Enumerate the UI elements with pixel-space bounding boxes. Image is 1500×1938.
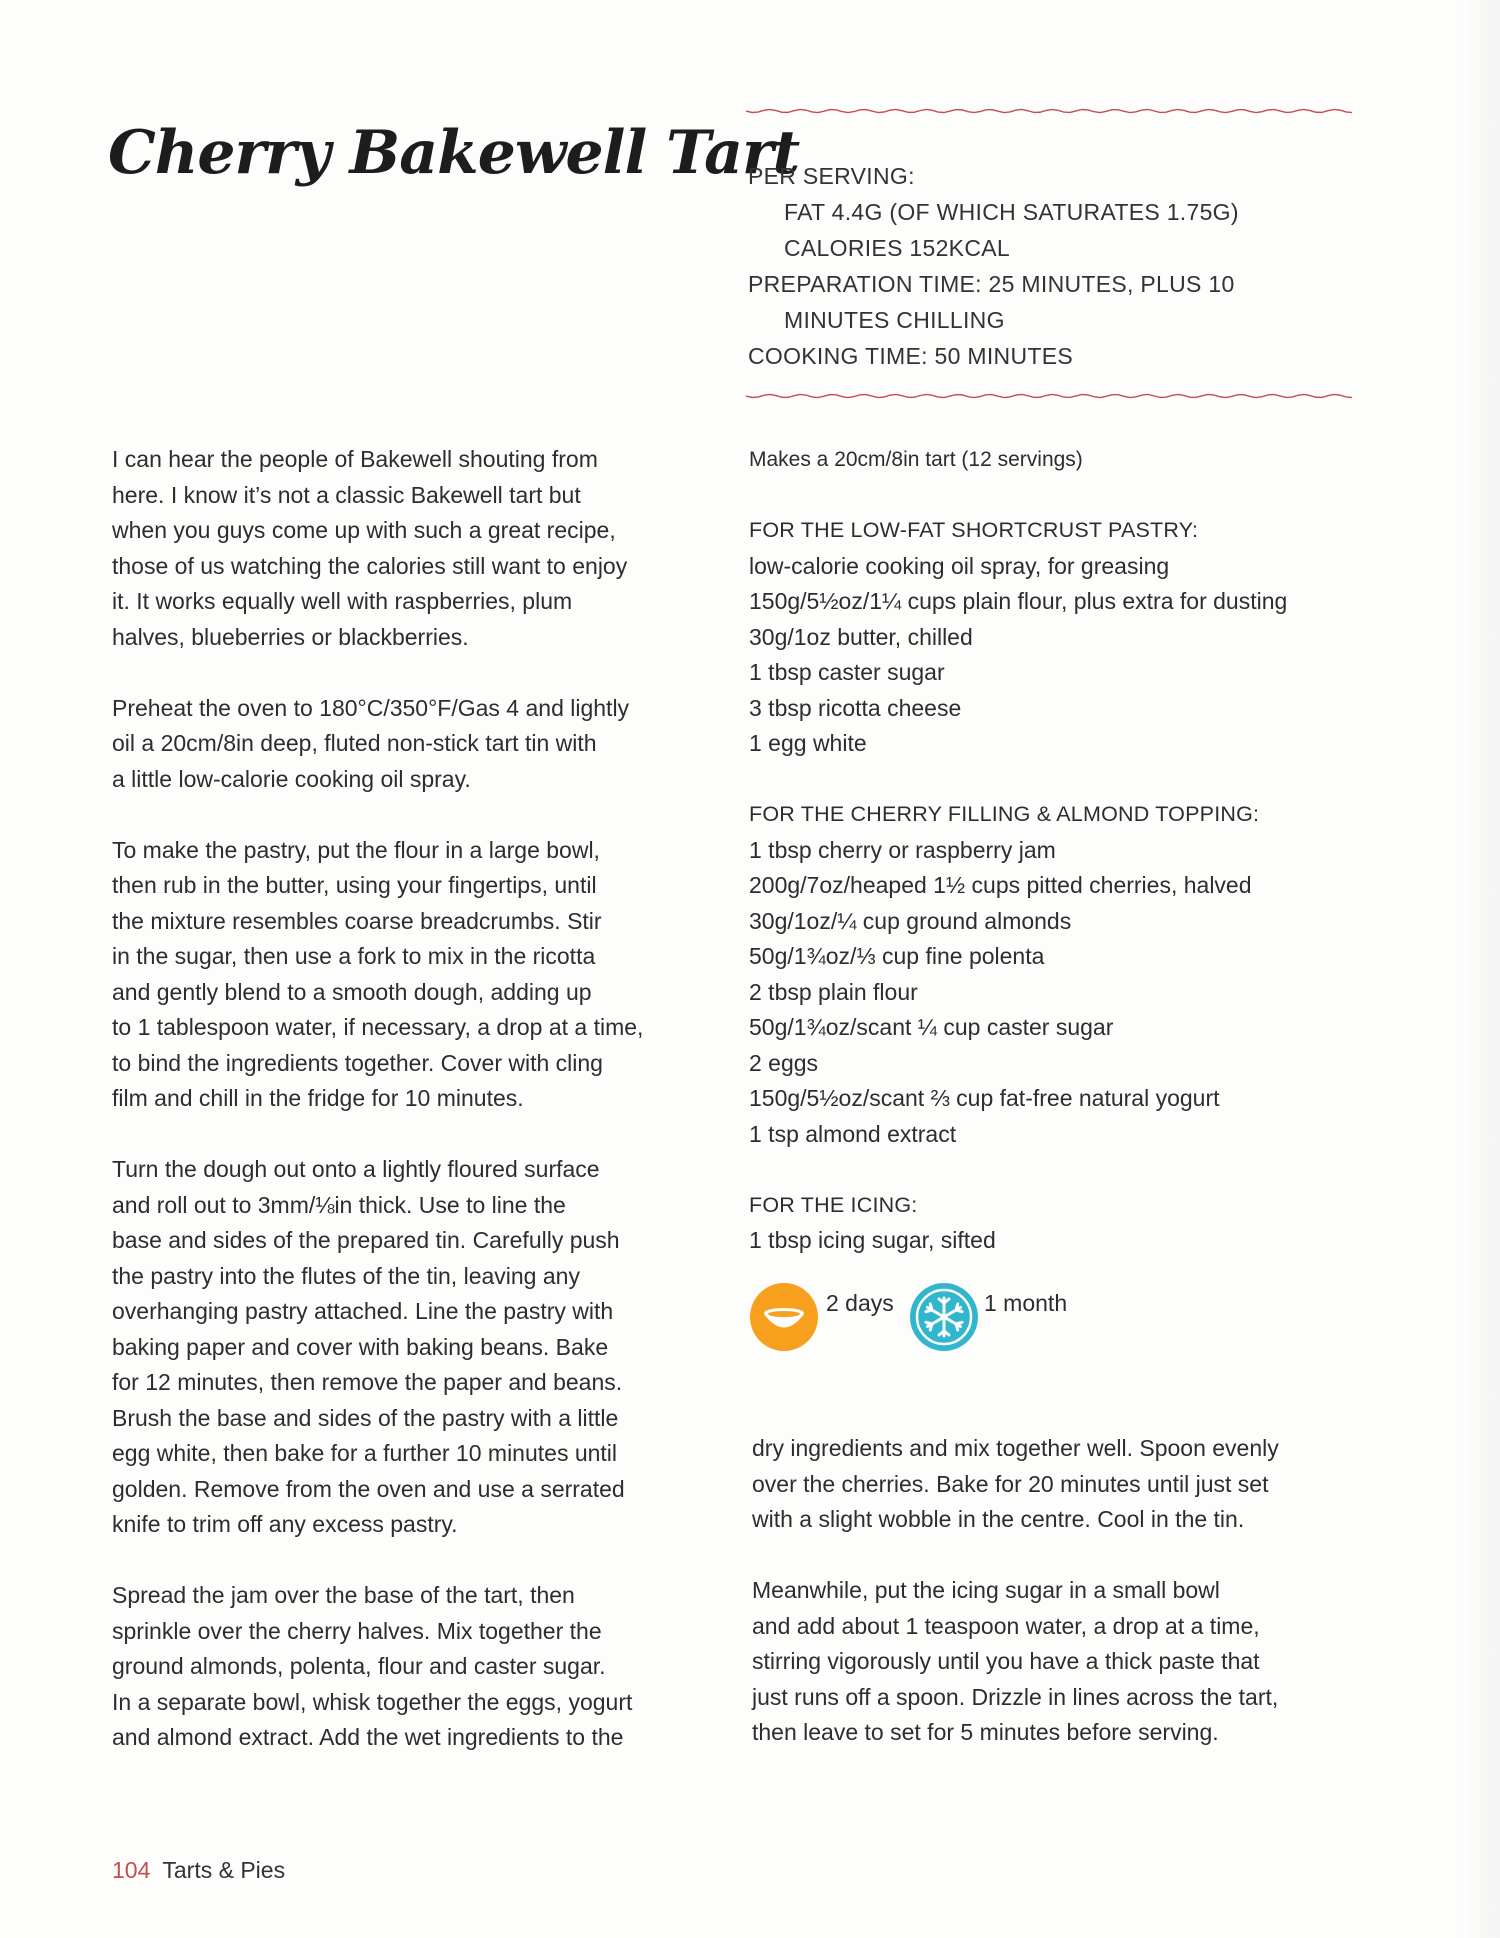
method-paragraph: [752, 1573, 1372, 1751]
ingredient-item: 2 tbsp plain flour: [749, 978, 918, 1005]
text-line: baking paper and cover with baking beans. Bake: [112, 1333, 609, 1360]
ingredients-column: [749, 442, 1369, 1294]
ingredient-item: 50g/1¾oz/scant ¼ cup caster sugar: [749, 1014, 1114, 1040]
recipe-title: Cherry Bakewell Tart: [108, 118, 800, 188]
nutrition-row: COOKING TIME: 50 MINUTES: [748, 343, 1073, 369]
text-line: I can hear the people of Bakewell shouting from: [112, 446, 598, 472]
nutrition-row: MINUTES CHILLING: [784, 307, 1005, 333]
text-line: to bind the ingredients together. Cover with cling: [112, 1049, 603, 1076]
text-line: egg white, then bake for a further 10 minutes until: [112, 1440, 618, 1466]
ingredient-item: 1 egg white: [749, 730, 867, 756]
text-line: stirring vigorously until you have a thick paste that: [752, 1648, 1260, 1674]
snowflake-icon: [910, 1283, 978, 1351]
text-line: film and chill in the fridge for 10 minutes.: [112, 1085, 524, 1111]
ingredient-item: 150g/5½oz/scant ⅔ cup fat-free natural yogurt: [749, 1085, 1220, 1111]
text-line: in the sugar, then use a fork to mix in the ricotta: [112, 943, 596, 969]
text-line: over the cherries. Bake for 20 minutes until just set: [752, 1470, 1269, 1497]
text-line: and add about 1 teaspoon water, a drop at a time,: [752, 1612, 1260, 1639]
text-line: for 12 minutes, then remove the paper and beans.: [112, 1369, 623, 1395]
text-line: and gently blend to a smooth dough, adding up: [112, 978, 592, 1005]
nutrition-row: PREPARATION TIME: 25 MINUTES, PLUS 10: [748, 271, 1235, 297]
method-paragraph: [112, 691, 722, 798]
ingredient-item: 1 tbsp cherry or raspberry jam: [749, 836, 1056, 863]
text-line: with a slight wobble in the centre. Cool in the tin.: [752, 1506, 1245, 1532]
text-line: and almond extract. Add the wet ingredients to the: [112, 1724, 624, 1750]
method-paragraph: [112, 1578, 722, 1756]
ingredient-list: [749, 1223, 1369, 1259]
text-line: and roll out to 3mm/⅛in thick. Use to line the: [112, 1191, 566, 1218]
text-line: the mixture resembles coarse breadcrumbs. Stir: [112, 907, 602, 934]
text-line: to 1 tablespoon water, if necessary, a drop at a time,: [112, 1014, 644, 1040]
text-line: just runs off a spoon. Drizzle in lines across the tart,: [752, 1683, 1279, 1710]
page-edge-shadow: [1460, 0, 1500, 1938]
text-line: base and sides of the prepared tin. Carefully push: [112, 1227, 620, 1253]
text-line: the pastry into the flutes of the tin, leaving any: [112, 1262, 580, 1289]
nutrition-row: PER SERVING:: [748, 163, 915, 189]
text-line: then leave to set for 5 minutes before serving.: [752, 1719, 1219, 1745]
ingredient-item: 200g/7oz/heaped 1½ cups pitted cherries, halved: [749, 872, 1252, 898]
text-line: it. It works equally well with raspberries, plum: [112, 588, 573, 614]
fridge-storage-label: 2 days: [826, 1290, 894, 1316]
text-line: when you guys come up with such a great recipe,: [112, 517, 616, 543]
ingredient-item: 1 tbsp icing sugar, sifted: [749, 1227, 996, 1253]
text-line: a little low-calorie cooking oil spray.: [112, 765, 471, 792]
text-line: those of us watching the calories still want to enjoy: [112, 552, 628, 579]
method-column-left: [112, 442, 722, 1791]
text-line: sprinkle over the cherry halves. Mix together the: [112, 1617, 602, 1644]
text-line: then rub in the butter, using your fingertips, until: [112, 872, 597, 898]
text-line: Brush the base and sides of the pastry with a little: [112, 1404, 619, 1431]
ingredient-item: 1 tbsp caster sugar: [749, 659, 945, 685]
method-paragraph: [752, 1431, 1372, 1538]
text-line: ground almonds, polenta, flour and caster sugar.: [112, 1653, 606, 1679]
ingredient-section-heading: FOR THE LOW-FAT SHORTCRUST PASTRY:: [749, 518, 1199, 542]
method-paragraph: [112, 833, 722, 1117]
text-line: To make the pastry, put the flour in a large bowl,: [112, 836, 600, 863]
ingredient-list: [749, 549, 1369, 762]
method-paragraph: [112, 1152, 722, 1543]
nutrition-row: CALORIES 152KCAL: [784, 235, 1010, 261]
text-line: halves, blueberries or blackberries.: [112, 623, 469, 650]
bowl-icon: [750, 1283, 818, 1351]
ingredient-section-heading: FOR THE ICING:: [749, 1192, 918, 1217]
text-line: here. I know it’s not a classic Bakewell tart but: [112, 481, 581, 508]
ingredient-item: 30g/1oz/¼ cup ground almonds: [749, 907, 1072, 934]
bottom-wavy-divider: [746, 391, 1354, 401]
nutrition-info: [748, 158, 1368, 374]
ingredient-item: 1 tsp almond extract: [749, 1120, 957, 1147]
section-name: Tarts & Pies: [162, 1857, 286, 1883]
ingredient-item: 30g/1oz butter, chilled: [749, 623, 973, 650]
text-line: knife to trim off any excess pastry.: [112, 1511, 458, 1537]
text-line: Meanwhile, put the icing sugar in a small bowl: [752, 1577, 1220, 1603]
ingredient-item: 150g/5½oz/1¼ cups plain flour, plus extra for dusting: [749, 588, 1288, 614]
text-line: Spread the jam over the base of the tart, then: [112, 1582, 575, 1608]
text-line: dry ingredients and mix together well. Spoon evenly: [752, 1435, 1279, 1461]
page-number: 104: [112, 1857, 151, 1883]
text-line: oil a 20cm/8in deep, fluted non-stick tart tin with: [112, 730, 597, 756]
ingredient-item: 3 tbsp ricotta cheese: [749, 694, 962, 721]
freezer-storage-label: 1 month: [984, 1290, 1068, 1316]
yield-text: Makes a 20cm/8in tart (12 servings): [749, 448, 1083, 471]
text-line: In a separate bowl, whisk together the eggs, yogurt: [112, 1688, 633, 1715]
text-line: Preheat the oven to 180°C/350°F/Gas 4 and lightly: [112, 694, 630, 721]
page-footer: [112, 1857, 285, 1884]
ingredient-item: 50g/1¾oz/⅓ cup fine polenta: [749, 943, 1045, 969]
nutrition-row: FAT 4.4G (OF WHICH SATURATES 1.75G): [784, 199, 1239, 225]
ingredient-list: [749, 833, 1369, 1153]
ingredient-section-heading: FOR THE CHERRY FILLING & ALMOND TOPPING:: [749, 802, 1260, 826]
method-paragraph: [112, 442, 722, 655]
ingredient-item: 2 eggs: [749, 1049, 819, 1076]
top-wavy-divider: [746, 106, 1354, 116]
method-column-right: [752, 1431, 1372, 1786]
ingredient-sections: [749, 513, 1369, 1259]
text-line: golden. Remove from the oven and use a serrated: [112, 1475, 625, 1502]
text-line: Turn the dough out onto a lightly floured surface: [112, 1156, 600, 1182]
ingredient-item: low-calorie cooking oil spray, for greasing: [749, 552, 1170, 579]
text-line: overhanging pastry attached. Line the pastry with: [112, 1298, 614, 1324]
